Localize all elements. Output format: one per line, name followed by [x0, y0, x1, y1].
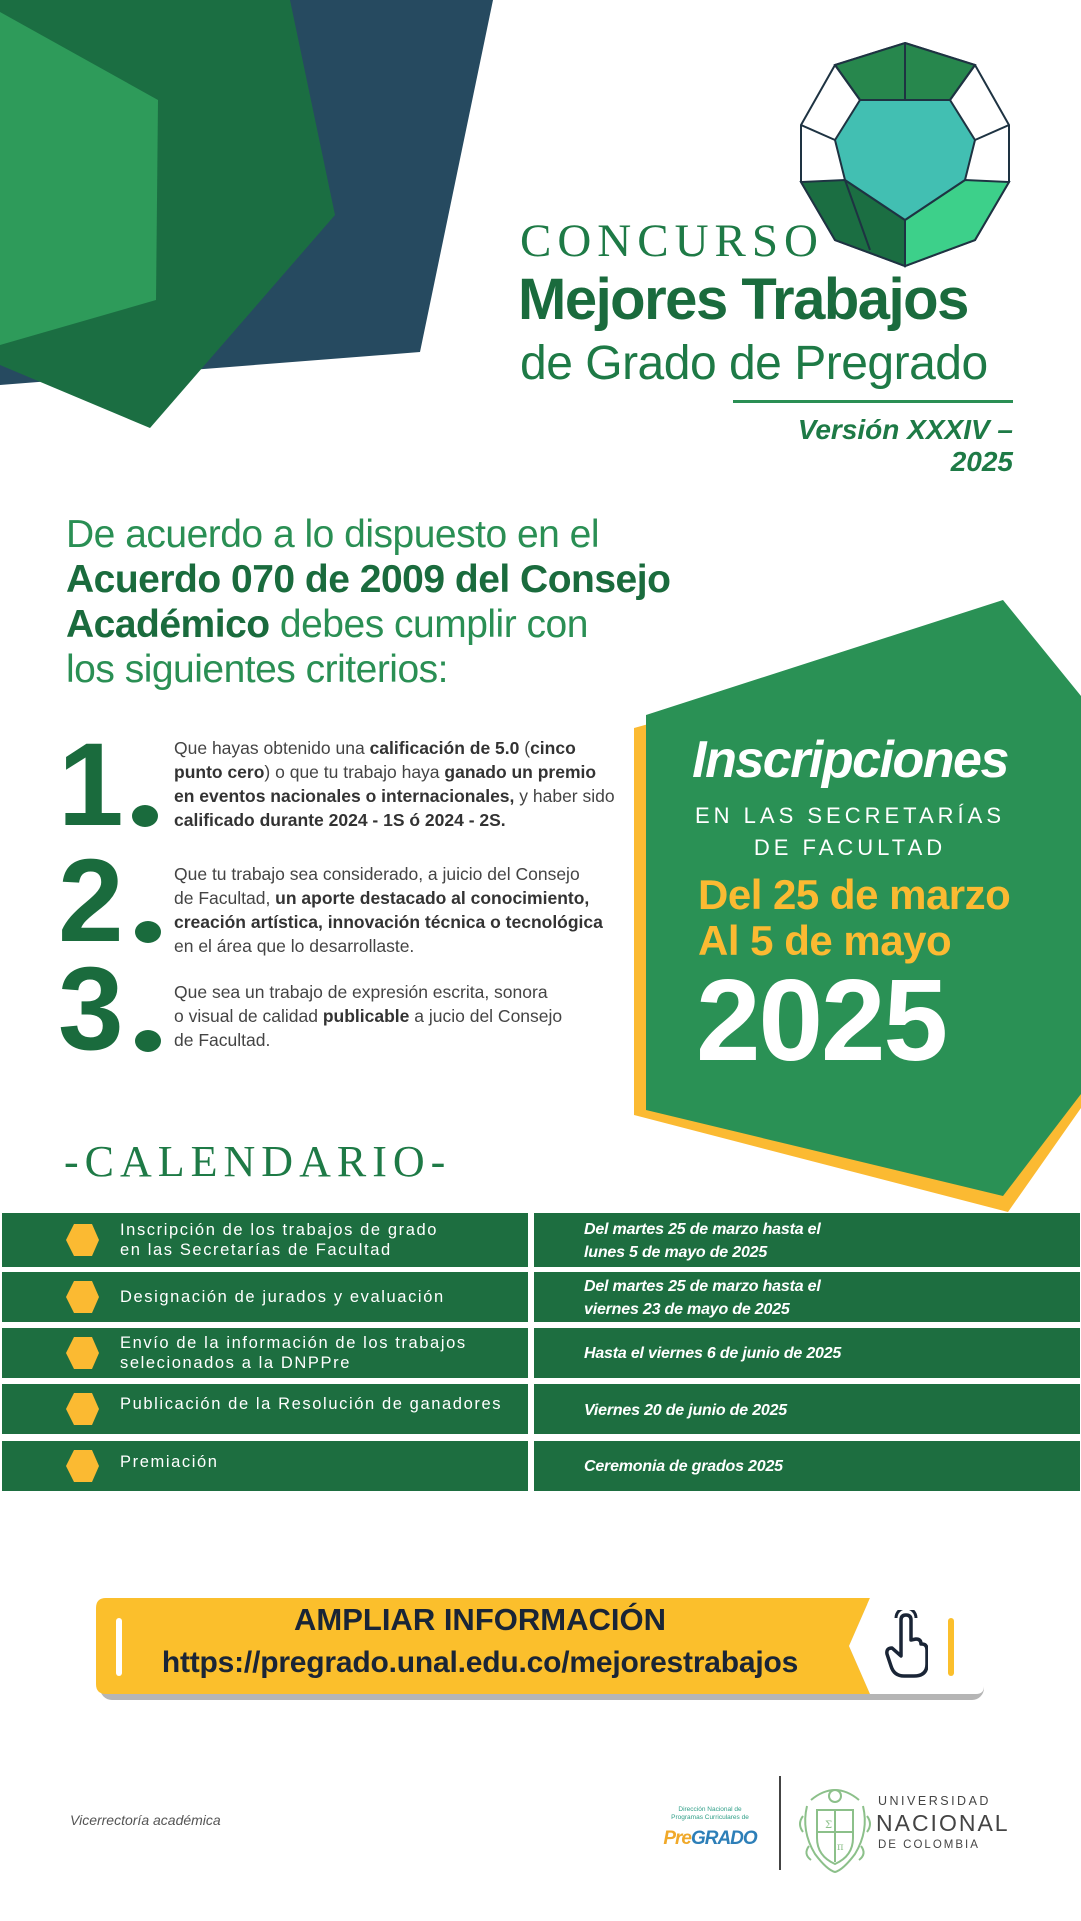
- un-line-3: DE COLOMBIA: [878, 1839, 980, 1851]
- activity-line: Publicación de la Resolución de ganadores: [120, 1395, 503, 1413]
- pointer-hand-icon: [884, 1610, 928, 1680]
- pregrado-pre: Pre: [663, 1828, 691, 1849]
- inscripciones-date-start: Del 25 de marzo: [698, 871, 1011, 918]
- gem-logo-icon: [795, 40, 1015, 272]
- footer-divider: [779, 1776, 781, 1870]
- c2-l1a: Que tu trabajo sea considerado, a juicio del Consejo: [174, 864, 580, 884]
- c3-l1a: Que sea un trabajo de expresión escrita, sonora: [174, 982, 548, 1002]
- activity-line: Designación de jurados y evaluación: [120, 1288, 445, 1306]
- criterion-text-1: [174, 736, 634, 832]
- c2-l4a: en el área que lo desarrollaste.: [174, 936, 415, 956]
- c1-l3b: y haber sido: [514, 786, 615, 806]
- criterion-number-1: 1: [58, 719, 120, 851]
- calendar-activity: [120, 1394, 502, 1414]
- intro-bold-1: Acuerdo 070 de 2009 del Consejo: [66, 558, 671, 601]
- intro-line-3: debes cumplir con: [269, 603, 588, 646]
- main-title: Mejores Trabajos: [518, 267, 968, 332]
- calendar-activity: [120, 1452, 219, 1472]
- calendar-row: [2, 1384, 1080, 1434]
- criterion-dot-1: [132, 805, 158, 827]
- calendar-date: [584, 1342, 884, 1365]
- c1-l1a: Que hayas obtenido una: [174, 738, 370, 758]
- title-divider: [733, 400, 1013, 403]
- pregrado-grado: GRADO: [690, 1828, 757, 1849]
- version-label: Versión XXXIV – 2025: [797, 414, 1013, 477]
- cta-url-link[interactable]: https://pregrado.unal.edu.co/mejorestrabajos: [161, 1646, 799, 1679]
- c1-l1d: cinco: [530, 738, 576, 758]
- cta-title: AMPLIAR INFORMACIÓN: [294, 1602, 666, 1637]
- intro-text: [66, 512, 706, 692]
- c1-l1c: (: [519, 738, 531, 758]
- date-line: Ceremonia de grados 2025: [584, 1458, 783, 1475]
- calendar-date: [584, 1455, 884, 1478]
- criterion-dot-3: [135, 1030, 161, 1052]
- activity-line: Inscripción de los trabajos de grado: [120, 1221, 439, 1239]
- inscripciones-sub-2: DE FACULTAD: [753, 835, 947, 860]
- calendar-row: [2, 1213, 1080, 1267]
- activity-line: Envío de la información de los trabajos: [120, 1334, 467, 1352]
- criterion-number-2: 2: [58, 835, 120, 967]
- intro-bold-2: Académico: [66, 603, 270, 646]
- c1-l2c: ganado un premio: [444, 762, 597, 782]
- calendar-activity: [120, 1287, 445, 1307]
- c2-l2a: de Facultad,: [174, 888, 276, 908]
- c3-l2b: publicable: [322, 1006, 410, 1026]
- date-line: viernes 23 de mayo de 2025: [584, 1301, 790, 1318]
- c2-l3a: creación artística, innovación técnica o tecnológica: [174, 912, 603, 932]
- inscripciones-subtitle: [640, 800, 1060, 864]
- hexagon-bullet-icon: [64, 1391, 100, 1427]
- pregrado-logo-caption: [660, 1806, 760, 1822]
- c1-l2b: ) o que tu trabajo haya: [264, 762, 445, 782]
- un-line-2: NACIONAL: [876, 1810, 1010, 1836]
- un-line-1: UNIVERSIDAD: [878, 1794, 991, 1808]
- vicerrectoria-label: Vicerrectoría académica: [70, 1812, 221, 1828]
- calendar-date: [584, 1399, 884, 1422]
- hexagon-bullet-icon: [64, 1222, 100, 1258]
- calendar-row: [2, 1441, 1080, 1491]
- c1-l2a: punto cero: [174, 762, 265, 782]
- header-decorative-shapes: [0, 0, 500, 430]
- date-line: lunes 5 de mayo de 2025: [584, 1244, 768, 1261]
- inscripciones-date-end: Al 5 de mayo: [698, 917, 952, 964]
- svg-text:π: π: [837, 1842, 844, 1853]
- date-line: Viernes 20 de junio de 2025: [584, 1402, 787, 1419]
- university-seal-icon: [797, 1776, 873, 1874]
- subtitle: de Grado de Pregrado: [520, 337, 988, 390]
- c3-l2a: o visual de calidad: [174, 1006, 323, 1026]
- inscripciones-sub-1: EN LAS SECRETARÍAS: [695, 803, 1005, 828]
- criterion-text-3: [174, 980, 634, 1052]
- inscripciones-year: 2025: [696, 955, 947, 1085]
- svg-text:Σ: Σ: [825, 1820, 833, 1831]
- intro-line-1: De acuerdo a lo dispuesto en el: [66, 513, 600, 556]
- intro-line-4: los siguientes criterios:: [66, 648, 448, 691]
- hexagon-bullet-icon: [64, 1335, 100, 1371]
- inscripciones-title: Inscripciones: [692, 731, 1008, 789]
- calendar-row: [2, 1328, 1080, 1378]
- date-line: Hasta el viernes 6 de junio de 2025: [584, 1345, 842, 1362]
- c3-l2c: a jucio del Consejo: [409, 1006, 563, 1026]
- hexagon-bullet-icon: [64, 1279, 100, 1315]
- c1-l3a: en eventos nacionales o internacionales,: [174, 786, 515, 806]
- calendar-row: [2, 1272, 1080, 1322]
- calendar-date: [584, 1218, 884, 1264]
- criterion-dot-2: [135, 921, 161, 943]
- calendar-title: -CALENDARIO-: [64, 1137, 452, 1186]
- date-line: Del martes 25 de marzo hasta el: [584, 1221, 821, 1238]
- pregrado-caption-1: Dirección Nacional de: [678, 1806, 742, 1813]
- hexagon-bullet-icon: [64, 1448, 100, 1484]
- calendar-date: [584, 1275, 884, 1321]
- activity-line: en las Secretarías de Facultad: [120, 1241, 392, 1259]
- activity-line: selecionados a la DNPPre: [120, 1354, 352, 1372]
- c2-l2b: un aporte destacado al conocimiento,: [275, 888, 590, 908]
- calendar-activity: [120, 1220, 438, 1260]
- c1-l4a: calificado durante 2024 - 1S ó 2024 - 2S.: [174, 810, 506, 830]
- pregrado-caption-2: Programas Curriculares de: [671, 1814, 749, 1821]
- inscripciones-dates: [698, 872, 1078, 964]
- pregrado-logo: [660, 1828, 760, 1850]
- activity-line: Premiación: [120, 1453, 219, 1471]
- concurso-label: CONCURSO: [520, 215, 824, 267]
- criterion-text-2: [174, 862, 634, 958]
- c1-l1b: calificación de 5.0: [369, 738, 520, 758]
- calendar-activity: [120, 1333, 467, 1373]
- date-line: Del martes 25 de marzo hasta el: [584, 1278, 821, 1295]
- criterion-number-3: 3: [58, 943, 120, 1075]
- c3-l3a: de Facultad.: [174, 1030, 271, 1050]
